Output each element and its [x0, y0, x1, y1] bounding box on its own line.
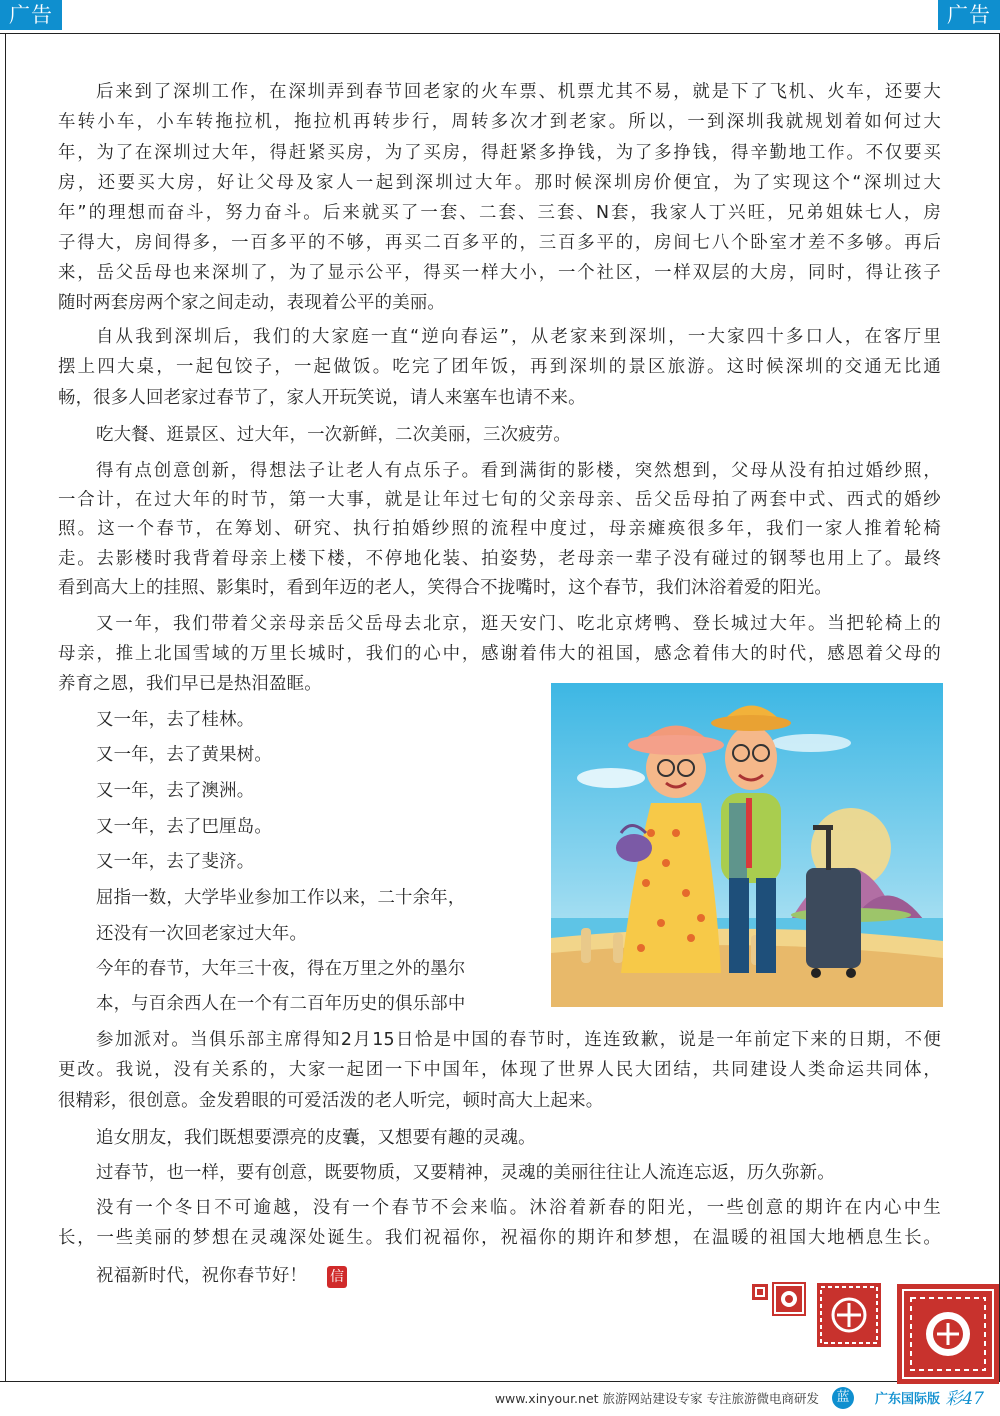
article-line: 车转小车，小车转拖拉机，拖拉机再转步行，周转多次才到老家。所以，一到深圳我就规划着如何过大	[58, 112, 941, 132]
article-line: 随时两套房两个家之间走动，表现着公平的美丽。	[58, 293, 445, 313]
article-line: 又一年，去了黄果树。	[96, 745, 272, 765]
article-line: 房，还要买大房，好让父母及家人一起到深圳过大年。那时候深圳房价便宜，为了实现这个“深圳过大	[58, 173, 941, 193]
article-line: 更改。我说，没有关系的，大家一起团一下中国年，体现了世界人民大团结，共同建设人类命运共同体，	[58, 1060, 941, 1080]
footer-publisher-text: www.xinyour.net 旅游网站建设专家 专注旅游微电商研发	[494, 1391, 819, 1406]
seal-icon: 信	[327, 1266, 347, 1288]
article-line: 子得大，房间得多，一百多平的不够，再买二百多平的，三百多平的，房间七八个卧室才差不多够。再后	[58, 233, 941, 253]
article-line: 照。这一个春节，在筹划、研究、执行拍婚纱照的流程中度过，母亲瘫痪很多年，我们一家人推着轮椅	[58, 519, 941, 539]
footer-edition: 广东国际版	[874, 1392, 940, 1407]
article-line: 还没有一次回老家过大年。	[96, 924, 308, 944]
article-line: 来，岳父岳母也来深圳了，为了显示公平，得买一样大小，一个社区，一样双层的大房，同时，得让孩子	[58, 263, 941, 283]
page-number: 彩47	[945, 1389, 984, 1409]
article-line: 很精彩，很创意。金发碧眼的可爱活泼的老人听完，顿时高大上起来。	[58, 1091, 604, 1111]
article-line: 又一年，去了斐济。	[96, 852, 255, 872]
article-line: 追女朋友，我们既想要漂亮的皮囊，又想要有趣的灵魂。	[96, 1128, 536, 1148]
article-line: 屈指一数，大学毕业参加工作以来，二十余年，	[96, 888, 466, 908]
ad-label-right: 广告	[938, 0, 1000, 30]
article-line: 长，一些美丽的梦想在灵魂深处诞生。我们祝福你，祝福你的期许和梦想，在温暖的祖国大地栖息生长。	[58, 1228, 941, 1248]
article-line: 没有一个冬日不可逾越，没有一个春节不会来临。沐浴着新春的阳光，一些创意的期许在内心中生	[96, 1198, 941, 1218]
paper-cut-stamp-xlarge	[897, 1284, 999, 1384]
article-line: 后来到了深圳工作，在深圳弄到春节回老家的火车票、机票尤其不易，就是下了飞机、火车，还要大	[96, 82, 941, 102]
frame-border-left	[5, 33, 6, 1381]
article-line: 今年的春节，大年三十夜，得在万里之外的墨尔	[96, 959, 466, 979]
paper-cut-stamp-medium	[772, 1282, 806, 1316]
article-line: 年”的理想而奋斗，努力奋斗。后来就买了一套、二套、三套、N套，我家人丁兴旺，兄弟姐妹七人，房	[58, 203, 941, 223]
article-line: 年，为了在深圳过大年，得赶紧买房，为了买房，得赶紧多挣钱，为了多挣钱，得辛勤地工作。不仅要买	[58, 143, 941, 163]
article-line: 畅，很多人回老家过春节了，家人开玩笑说，请人来塞车也请不来。	[58, 388, 586, 408]
article-line: 自从我到深圳后，我们的大家庭一直“逆向春运”，从老家来到深圳，一大家四十多口人，在客厅里	[96, 327, 941, 347]
article-line: 母亲，推上北国雪域的万里长城时，我们的心中，感谢着伟大的祖国，感念着伟大的时代，感恩着父母的	[58, 644, 941, 664]
travel-couple-illustration	[551, 683, 943, 1007]
article-line: 过春节，也一样，要有创意，既要物质，又要精神，灵魂的美丽往往让人流连忘返，历久弥新。	[96, 1163, 835, 1183]
article-line: 一合计，在过大年的时节，第一大事，就是让年过七旬的父亲母亲、岳父岳母拍了两套中式、西式的婚纱	[58, 490, 941, 510]
article-line: 又一年，去了巴厘岛。	[96, 817, 272, 837]
page-footer	[0, 1382, 1000, 1416]
article-line: 参加派对。当俱乐部主席得知2月15日恰是中国的春节时，连连致歉，说是一年前定下来的日期，不便	[96, 1030, 941, 1050]
article-line: 得有点创意创新，得想法子让老人有点乐子。看到满街的影楼，突然想到，父母从没有拍过婚纱照，	[96, 461, 941, 481]
frame-border-top	[0, 33, 1000, 34]
article-line: 看到高大上的挂照、影集时，看到年迈的老人，笑得合不拢嘴时，这个春节，我们沐浴着爱的阳光。	[58, 578, 832, 598]
article-line: 吃大餐、逛景区、过大年，一次新鲜，二次美丽，三次疲劳。	[96, 425, 571, 445]
ad-label-left: 广告	[0, 0, 62, 30]
article-line: 摆上四大桌，一起包饺子，一起做饭。吃完了团年饭，再到深圳的景区旅游。这时候深圳的交通无比通	[58, 357, 941, 377]
paper-cut-stamp-small	[752, 1284, 768, 1300]
article-line: 本，与百余西人在一个有二百年历史的俱乐部中	[96, 994, 466, 1014]
article-line: 养育之恩，我们早已是热泪盈眶。	[58, 674, 322, 694]
article-line: 又一年，去了澳洲。	[96, 781, 255, 801]
footer-logo-icon: 蓝	[832, 1387, 854, 1409]
article-line: 祝福新时代，祝你春节好！	[96, 1266, 308, 1286]
article-line: 又一年，去了桂林。	[96, 710, 255, 730]
paper-cut-stamp-large	[817, 1283, 881, 1347]
article-line: 走。去影楼时我背着母亲上楼下楼，不停地化装、拍姿势，老母亲一辈子没有碰过的钢琴也用上了。最终	[58, 549, 941, 569]
article-line: 又一年，我们带着父亲母亲岳父岳母去北京，逛天安门、吃北京烤鸭、登长城过大年。当把轮椅上的	[96, 614, 941, 634]
